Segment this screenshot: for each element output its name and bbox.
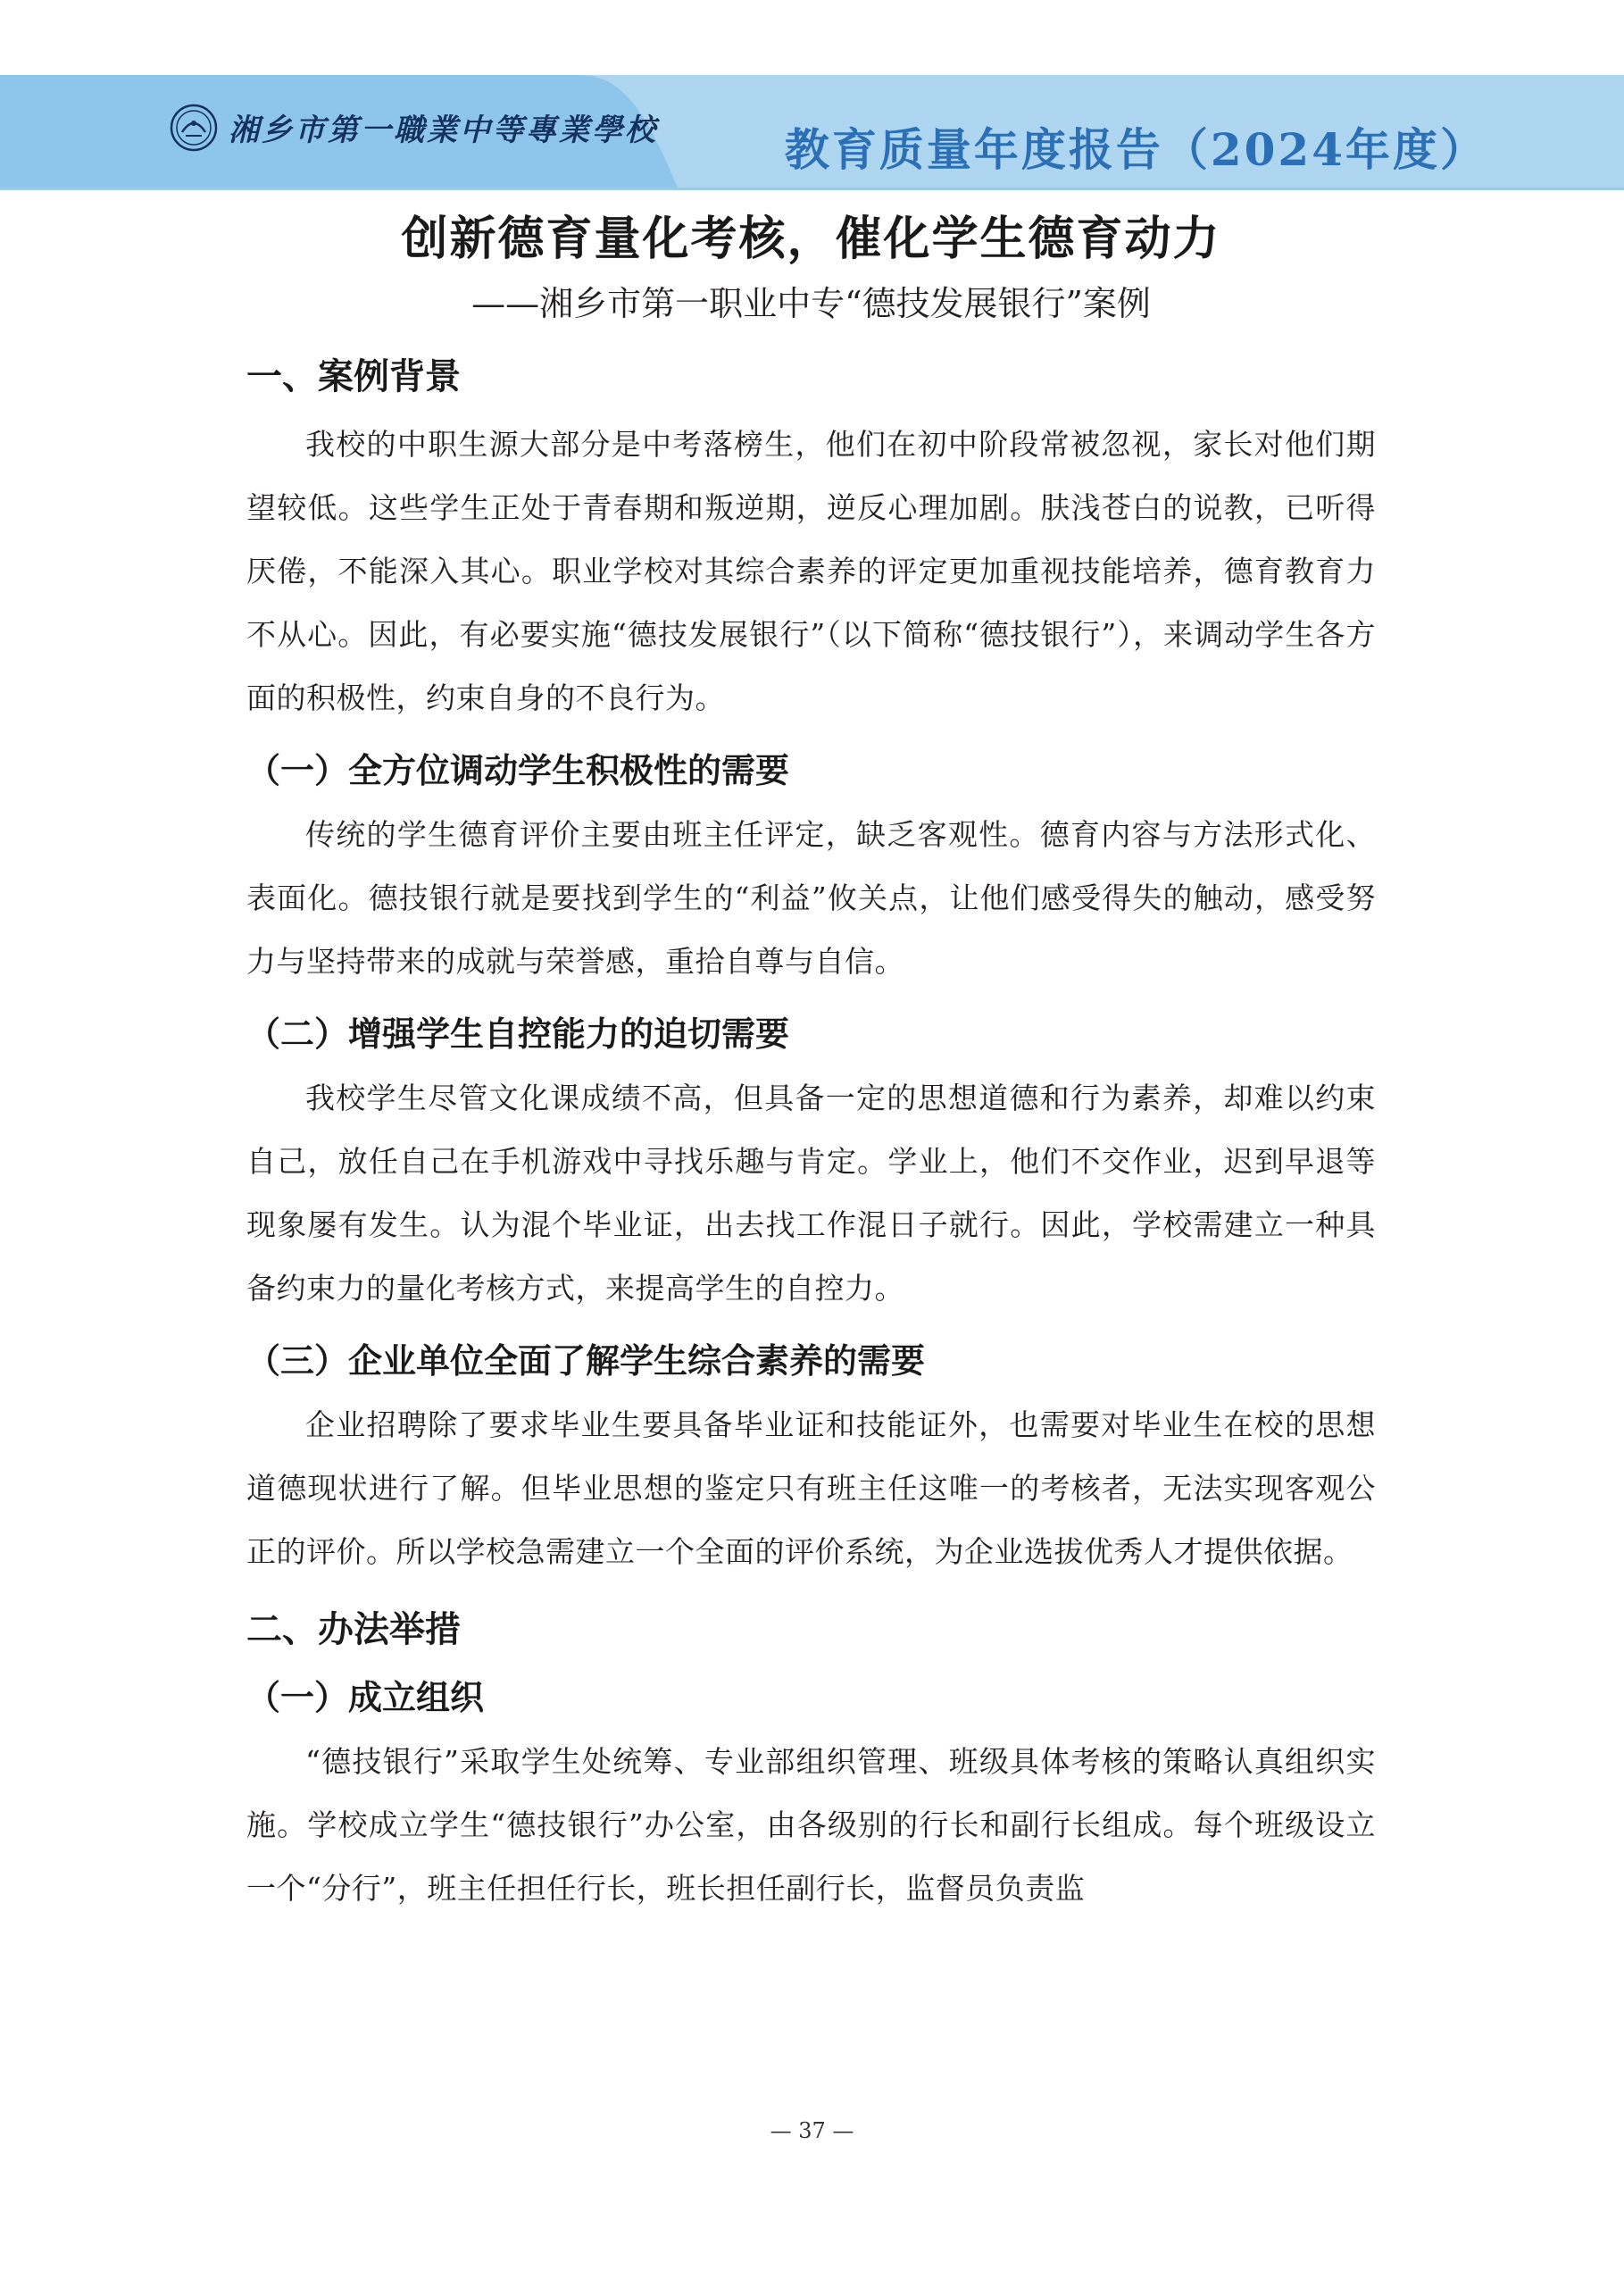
report-title: 教育质量年度报告（2024年度）: [784, 123, 1487, 176]
paragraph-self-control: 我校学生尽管文化课成绩不高，但具备一定的思想道德和行为素养，却难以约束自己，放任自己在手机游戏中寻找乐趣与肯定。学业上，他们不交作业，迟到早退等现象屡有发生。认为混个毕业证，出去找工作混日子就行。因此，学校需建立一种具备约束力的量化考核方式，来提高学生的自控力。: [246, 1081, 1376, 1306]
article-subtitle: ——湘乡市第一职业中专“德技发展银行”案例: [471, 284, 1151, 323]
subsection-heading-self-control: （二）增强学生自控能力的迫切需要: [246, 1014, 790, 1054]
school-emblem-icon: [170, 104, 218, 152]
subsection-heading-enterprise: （三）企业单位全面了解学生综合素养的需要: [246, 1341, 926, 1381]
article-title: 创新德育量化考核，催化学生德育动力: [401, 213, 1221, 266]
paragraph-motivation: 传统的学生德育评价主要由班主任评定，缺乏客观性。德育内容与方法形式化、表面化。德技银行就是要找到学生的“利益”攸关点，让他们感受得失的触动，感受努力与坚持带来的成就与荣誉感，重拾自尊与自信。: [246, 817, 1376, 979]
paragraph-background-intro: 我校的中职生源大部分是中考落榜生，他们在初中阶段常被忽视，家长对他们期望较低。这些学生正处于青春期和叛逆期，逆反心理加剧。肤浅苍白的说教，已听得厌倦，不能深入其心。职业学校对其综合素养的评定更加重视技能培养，德育教育力不从心。因此，有必要实施“德技发展银行”（以下简称“德技银行”），来调动学生各方面的积极性，约束自身的不良行为。: [246, 427, 1376, 715]
school-name: 湘乡市第一職業中等專業學校: [229, 113, 658, 148]
section-heading-background: 一、案例背景: [246, 356, 461, 397]
paragraph-organization: “德技银行”采取学生处统筹、专业部组织管理、班级具体考核的策略认真组织实施。学校成立学生“德技银行”办公室，由各级别的行长和副行长组成。每个班级设立一个“分行”，班主任担任行长，班长担任副行长，监督员负责监: [246, 1744, 1376, 1906]
header-rule: [0, 188, 1624, 190]
subsection-heading-organization: （一）成立组织: [246, 1678, 485, 1717]
page-number: — 37 —: [770, 2118, 854, 2143]
subsection-heading-motivation: （一）全方位调动学生积极性的需要: [246, 751, 790, 790]
section-heading-measures: 二、办法举措: [246, 1609, 461, 1650]
article: [246, 207, 1376, 1920]
paragraph-enterprise: 企业招聘除了要求毕业生要具备毕业证和技能证外，也需要对毕业生在校的思想道德现状进行了解。但毕业思想的鉴定只有班主任这唯一的考核者，无法实现客观公正的评价。所以学校急需建立一个全面的评价系统，为企业选拔优秀人才提供依据。: [246, 1407, 1376, 1569]
